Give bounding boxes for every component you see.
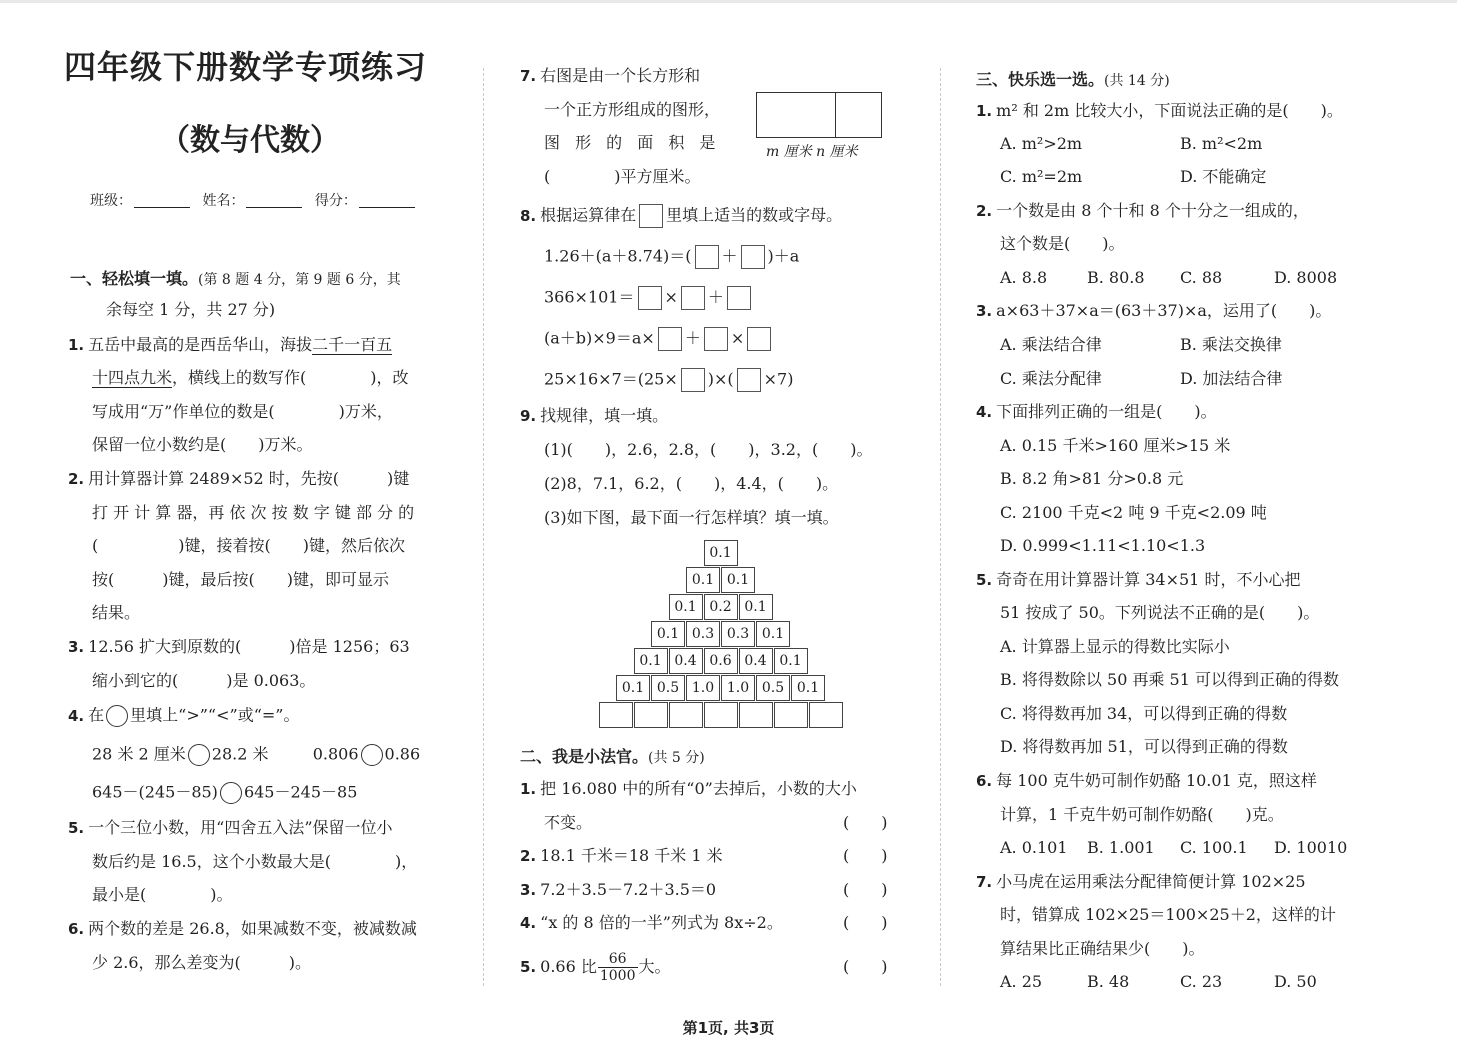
section-3-title: 三、快乐选一选。 xyxy=(976,70,1105,89)
s1-q2-line5: 结果。 xyxy=(92,603,141,622)
s3-q5-text: 奇奇在用计算器计算 34×51 时，不小心把 xyxy=(996,570,1301,589)
question-number: 6. xyxy=(68,920,85,938)
s3-q6-option-d[interactable]: D. 10010 xyxy=(1274,838,1348,857)
s2-q1-text-2: 不变。 xyxy=(544,813,593,832)
s3-q7-text-3: 算结果比正确结果少( )。 xyxy=(1000,939,1205,958)
s1-q4-line1 xyxy=(68,705,299,727)
section-3-note: (共 14 分) xyxy=(1104,73,1170,89)
compare-right-1: 28.2 米 xyxy=(211,744,269,764)
section-3-heading xyxy=(976,67,1170,90)
s1-q6-text: 两个数的差是 26.8，如果减数不变，被减数减 xyxy=(88,919,417,938)
question-number: 4. xyxy=(68,706,85,725)
s3-q5-option-b[interactable]: B. 将得数除以 50 再乘 51 可以得到正确的得数 xyxy=(1000,670,1339,689)
answer-box[interactable] xyxy=(681,286,705,310)
question-number: 3. xyxy=(976,302,993,320)
s1-q6-line2: 少 2.6，那么差变为( )。 xyxy=(92,953,312,972)
question-number: 9. xyxy=(520,407,537,425)
compare-left-2: 0.806 xyxy=(312,744,359,764)
compare-left-1: 28 米 2 厘米 xyxy=(92,744,186,764)
s1-q7-line3: 图 形 的 面 积 是 xyxy=(544,133,721,152)
question-number: 2. xyxy=(68,470,85,488)
expr-text: (a＋b)×9＝a× xyxy=(544,328,655,348)
s3-q3-option-a[interactable]: A. 乘法结合律 xyxy=(1000,335,1102,354)
s3-q7-option-b[interactable]: B. 48 xyxy=(1087,972,1130,991)
s1-q8-row4 xyxy=(544,368,793,392)
s2-q5-text: 0.66 比 xyxy=(540,957,597,976)
s2-q1 xyxy=(520,779,915,799)
s1-q4-row1 xyxy=(92,744,420,766)
s3-q3-option-b[interactable]: B. 乘法交换律 xyxy=(1180,335,1282,354)
s3-q5-option-c[interactable]: C. 将得数再加 34，可以得到正确的得数 xyxy=(1000,704,1288,723)
section-1-note: (第 8 题 4 分，第 9 题 6 分，其 xyxy=(198,272,401,288)
s1-q1-underlined-2: 十四点九米 xyxy=(92,368,173,387)
expr-text: 1.26＋(a＋8.74)＝( xyxy=(544,246,692,266)
pyramid-cell: 0.4 xyxy=(669,648,703,674)
s3-q2-option-b[interactable]: B. 80.8 xyxy=(1087,268,1145,287)
s1-q4-row2 xyxy=(92,782,357,804)
column-divider-2 xyxy=(940,68,941,986)
s3-q1-option-c[interactable]: C. m²=2m xyxy=(1000,167,1083,186)
s3-q5-text-2: 51 按成了 50。下列说法不正确的是( )。 xyxy=(1000,603,1320,622)
s3-q6-option-b[interactable]: B. 1.001 xyxy=(1087,838,1155,857)
expr-text: × xyxy=(664,287,678,307)
section-2-heading xyxy=(520,744,705,767)
s3-q3-text: a×63＋37×a＝(63＋37)×a，运用了( )。 xyxy=(996,301,1332,320)
s1-q7-text: 右图是由一个长方形和 xyxy=(540,66,701,85)
section-2-title: 二、我是小法官。 xyxy=(520,747,649,766)
page-subtitle: （数与代数） xyxy=(160,123,340,158)
compare-circle-1[interactable] xyxy=(188,744,210,766)
s1-q1-line3: 写成用“万”作单位的数是( )万米， xyxy=(92,402,393,421)
s1-q8-row1 xyxy=(544,245,799,269)
question-number: 1. xyxy=(68,336,85,354)
pyramid-answer-cell[interactable] xyxy=(599,702,633,728)
s2-q1-line2 xyxy=(544,813,915,833)
figure-caption: m 厘米 n 厘米 xyxy=(766,144,858,160)
pyramid-answer-cell[interactable] xyxy=(809,702,843,728)
pyramid-cell: 1.0 xyxy=(686,675,720,701)
s1-q1-line4: 保留一位小数约是( )万米。 xyxy=(92,435,313,454)
s1-q1-line2 xyxy=(92,368,409,388)
s1-q9-line4: (3)如下图，最下面一行怎样填？填一填。 xyxy=(544,508,839,527)
s1-q1-underlined: 二千一百五 xyxy=(312,335,393,354)
s3-q6-option-a[interactable]: A. 0.101 xyxy=(1000,838,1068,857)
judge-answer-2[interactable]: ( ) xyxy=(843,846,888,865)
question-number: 7. xyxy=(520,67,537,85)
s1-q2-line1 xyxy=(68,469,409,489)
compare-right-3: 645－245－85 xyxy=(243,782,358,802)
compare-circle-2[interactable] xyxy=(361,744,383,766)
question-number: 7. xyxy=(976,873,993,891)
question-number: 2. xyxy=(520,847,537,865)
question-number: 2. xyxy=(976,202,993,220)
question-number: 5. xyxy=(520,958,537,976)
s3-q1-text: m² 和 2m 比较大小，下面说法正确的是( )。 xyxy=(996,101,1343,120)
judge-answer-3[interactable]: ( ) xyxy=(843,880,888,899)
s1-q6-line1 xyxy=(68,919,417,939)
pyramid-cell: 0.1 xyxy=(739,594,773,620)
fraction-denominator: 1000 xyxy=(599,968,636,984)
pyramid-cell: 0.3 xyxy=(686,621,720,647)
s1-q3-text: 12.56 扩大到原数的( )倍是 1256；63 xyxy=(88,637,410,656)
judge-answer-1[interactable]: ( ) xyxy=(843,813,888,832)
expr-text: ＋ xyxy=(707,287,724,307)
s3-q4 xyxy=(976,402,1217,422)
pyramid-answer-cell[interactable] xyxy=(634,702,668,728)
fraction-numerator: 66 xyxy=(598,951,638,968)
s1-q1-text: 五岳中最高的是西岳华山，海拔 xyxy=(88,335,313,354)
name-field[interactable] xyxy=(246,195,302,208)
fraction xyxy=(598,951,638,984)
s1-q7-line1 xyxy=(520,66,700,86)
s3-q1-option-b[interactable]: B. m²<2m xyxy=(1180,134,1263,153)
s1-q5-text: 一个三位小数，用“四舍五入法”保留一位小 xyxy=(88,818,393,837)
s1-q8-text-2: 里填上适当的数或字母。 xyxy=(666,205,843,225)
s2-q2-text: 18.1 千米＝18 千米 1 米 xyxy=(540,846,723,865)
compare-right-2: 0.86 xyxy=(384,744,421,764)
s2-q2 xyxy=(520,846,915,866)
s1-q3-line2: 缩小到它的( )是 0.063。 xyxy=(92,671,316,690)
pyramid-cell: 0.1 xyxy=(774,648,808,674)
answer-box[interactable] xyxy=(681,368,705,392)
s3-q2-option-d[interactable]: D. 8008 xyxy=(1274,268,1338,287)
s1-q7-line2: 一个正方形组成的图形， xyxy=(544,100,721,119)
s3-q1 xyxy=(976,101,1343,121)
s2-q3 xyxy=(520,880,915,900)
pyramid-answer-cell[interactable] xyxy=(774,702,808,728)
pyramid-answer-cell[interactable] xyxy=(669,702,703,728)
s3-q6-text: 每 100 克牛奶可制作奶酪 10.01 克，照这样 xyxy=(996,771,1317,790)
expr-text: ＋ xyxy=(684,328,701,348)
s3-q3 xyxy=(976,301,1331,321)
pyramid-cell: 0.1 xyxy=(616,675,650,701)
s3-q7 xyxy=(976,872,1306,892)
s1-q9-line3: (2)8，7.1，6.2，( )，4.4，( )。 xyxy=(544,474,839,493)
question-number: 6. xyxy=(976,772,993,790)
s3-q5-option-d[interactable]: D. 将得数再加 51，可以得到正确的得数 xyxy=(1000,737,1288,756)
s3-q6-option-c[interactable]: C. 100.1 xyxy=(1180,838,1248,857)
s1-q8-line1 xyxy=(520,204,842,228)
s1-q4-text-2: 里填上“>”“<”或“=”。 xyxy=(130,705,300,725)
box-blank-icon xyxy=(639,204,663,228)
section-2-note: (共 5 分) xyxy=(648,750,705,766)
s3-q4-option-d[interactable]: D. 0.999<1.11<1.10<1.3 xyxy=(1000,536,1206,555)
s2-q4 xyxy=(520,913,915,933)
s3-q4-option-c[interactable]: C. 2100 千克<2 吨 9 千克<2.09 吨 xyxy=(1000,503,1267,522)
pyramid-cell: 0.5 xyxy=(651,675,685,701)
s1-q9-line2: (1)( )，2.6，2.8，( )，3.2，( )。 xyxy=(544,440,873,459)
s3-q1-option-a[interactable]: A. m²>2m xyxy=(1000,134,1083,153)
pyramid-cell: 0.1 xyxy=(634,648,668,674)
column-divider-1 xyxy=(483,68,484,986)
expr-text: )＋a xyxy=(767,246,800,266)
question-number: 4. xyxy=(520,914,537,932)
answer-box[interactable] xyxy=(638,286,662,310)
s2-q1-text: 把 16.080 中的所有“0”去掉后，小数的大小 xyxy=(540,779,857,798)
s3-q3-option-d[interactable]: D. 加法结合律 xyxy=(1180,369,1283,388)
class-field[interactable] xyxy=(134,195,190,208)
s1-q1-text-2: ，横线上的数写作( )，改 xyxy=(172,368,409,387)
section-1-heading xyxy=(70,266,401,289)
expr-text: ＋ xyxy=(721,246,738,266)
s3-q6 xyxy=(976,771,1317,791)
s1-q1-line1 xyxy=(68,335,392,355)
pyramid-cell: 0.5 xyxy=(756,675,790,701)
s1-q3-line1 xyxy=(68,637,410,657)
number-pyramid xyxy=(596,540,846,730)
s1-q2-text: 用计算器计算 2489×52 时，先按( )键 xyxy=(88,469,410,488)
name-label: 姓名： xyxy=(202,193,245,209)
top-border xyxy=(0,0,1457,3)
s3-q7-text-2: 时，错算成 102×25＝100×25＋2，这样的计 xyxy=(1000,905,1336,924)
pyramid-cell: 0.1 xyxy=(651,621,685,647)
s1-q9-line1 xyxy=(520,406,668,426)
compare-circle-3[interactable] xyxy=(220,782,242,804)
s1-q8-row3 xyxy=(544,327,774,351)
circle-blank-icon xyxy=(106,705,128,727)
pyramid-cell: 0.4 xyxy=(739,648,773,674)
s3-q7-option-c[interactable]: C. 23 xyxy=(1180,972,1223,991)
s1-q2-line4: 按( )键，最后按( )键，即可显示 xyxy=(92,570,389,589)
answer-box[interactable] xyxy=(741,245,765,269)
answer-box[interactable] xyxy=(658,327,682,351)
student-info-row xyxy=(90,190,423,210)
expr-text: 25×16×7＝(25× xyxy=(544,369,678,389)
class-label: 班级： xyxy=(90,193,132,209)
pyramid-cell: 0.1 xyxy=(756,621,790,647)
pyramid-cell: 0.1 xyxy=(721,567,755,593)
section-1-title: 一、轻松填一填。 xyxy=(70,269,199,288)
pyramid-cell: 0.1 xyxy=(704,540,738,566)
pyramid-cell: 0.3 xyxy=(721,621,755,647)
s1-q8-text: 根据运算律在 xyxy=(540,205,637,225)
judge-answer-4[interactable]: ( ) xyxy=(843,913,888,932)
s1-q2-line3: ( )键，接着按( )键，然后依次 xyxy=(92,536,405,555)
s3-q7-option-a[interactable]: A. 25 xyxy=(1000,972,1043,991)
s3-q2 xyxy=(976,201,1309,221)
expr-text: 366×101＝ xyxy=(544,287,635,307)
s2-q5-text-2: 大。 xyxy=(638,957,671,976)
question-number: 3. xyxy=(520,881,537,899)
s3-q4-option-b[interactable]: B. 8.2 角>81 分>0.8 元 xyxy=(1000,469,1184,488)
s2-q5 xyxy=(520,950,915,984)
pyramid-cell: 0.6 xyxy=(704,648,738,674)
s3-q1-option-d[interactable]: D. 不能确定 xyxy=(1180,167,1267,186)
s2-q3-text: 7.2＋3.5－7.2＋3.5＝0 xyxy=(540,880,717,899)
question-number: 8. xyxy=(520,206,537,225)
pyramid-cell: 0.1 xyxy=(686,567,720,593)
answer-box[interactable] xyxy=(737,368,761,392)
s3-q5-option-a[interactable]: A. 计算器上显示的得数比实际小 xyxy=(1000,637,1230,656)
s1-q7-line4: ( )平方厘米。 xyxy=(544,167,701,186)
s3-q2-option-c[interactable]: C. 88 xyxy=(1180,268,1223,287)
rectangle-square-figure xyxy=(756,92,882,138)
s2-q4-text: “x 的 8 倍的一半”列式为 8x÷2。 xyxy=(540,913,783,932)
s3-q7-option-d[interactable]: D. 50 xyxy=(1274,972,1317,991)
s1-q4-text: 在 xyxy=(88,705,105,725)
s3-q2-option-a[interactable]: A. 8.8 xyxy=(1000,268,1048,287)
s3-q4-text: 下面排列正确的一组是( )。 xyxy=(996,402,1217,421)
score-label: 得分： xyxy=(314,193,357,209)
s1-q9-text: 找规律，填一填。 xyxy=(540,406,669,425)
pyramid-answer-cell[interactable] xyxy=(739,702,773,728)
pyramid-cell: 0.1 xyxy=(791,675,825,701)
pyramid-cell: 0.1 xyxy=(669,594,703,620)
question-number: 3. xyxy=(68,638,85,656)
question-number: 1. xyxy=(520,780,537,798)
answer-box[interactable] xyxy=(747,327,771,351)
pyramid-cell: 0.2 xyxy=(704,594,738,620)
pyramid-cell: 1.0 xyxy=(721,675,755,701)
s3-q3-option-c[interactable]: C. 乘法分配律 xyxy=(1000,369,1102,388)
s1-q5-line2: 数后约是 16.5，这个小数最大是( )， xyxy=(92,852,418,871)
s1-q8-row2 xyxy=(544,286,754,310)
question-number: 5. xyxy=(68,819,85,837)
expr-text: )×( xyxy=(707,369,734,389)
s3-q4-option-a[interactable]: A. 0.15 千米>160 厘米>15 米 xyxy=(1000,436,1231,455)
s3-q6-text-2: 计算，1 千克牛奶可制作奶酪( )克。 xyxy=(1000,805,1284,824)
s1-q5-line1 xyxy=(68,818,393,838)
s3-q2-text-2: 这个数是( )。 xyxy=(1000,234,1125,253)
compare-left-3: 645－(245－85) xyxy=(92,782,218,802)
judge-answer-5[interactable]: ( ) xyxy=(843,957,888,976)
question-number: 1. xyxy=(976,102,993,120)
pyramid-answer-cell[interactable] xyxy=(704,702,738,728)
question-number: 4. xyxy=(976,403,993,421)
page-number: 第1页, 共3页 xyxy=(682,1019,775,1037)
s3-q5 xyxy=(976,570,1300,590)
answer-box[interactable] xyxy=(704,327,728,351)
s1-q5-line3: 最小是( )。 xyxy=(92,885,233,904)
answer-box[interactable] xyxy=(727,286,751,310)
answer-box[interactable] xyxy=(695,245,719,269)
page-title: 四年级下册数学专项练习 xyxy=(64,48,428,86)
s1-q2-line2: 打 开 计 算 器，再 依 次 按 数 字 键 部 分 的 xyxy=(92,503,415,522)
expr-text: × xyxy=(730,328,745,348)
section-1-note-cont: 余每空 1 分，共 27 分) xyxy=(106,300,276,319)
question-number: 5. xyxy=(976,571,993,589)
s3-q2-text: 一个数是由 8 个十和 8 个十分之一组成的， xyxy=(996,201,1309,220)
s3-q7-text: 小马虎在运用乘法分配律简便计算 102×25 xyxy=(996,872,1306,891)
expr-text: ×7) xyxy=(763,369,794,389)
score-field[interactable] xyxy=(359,195,415,208)
